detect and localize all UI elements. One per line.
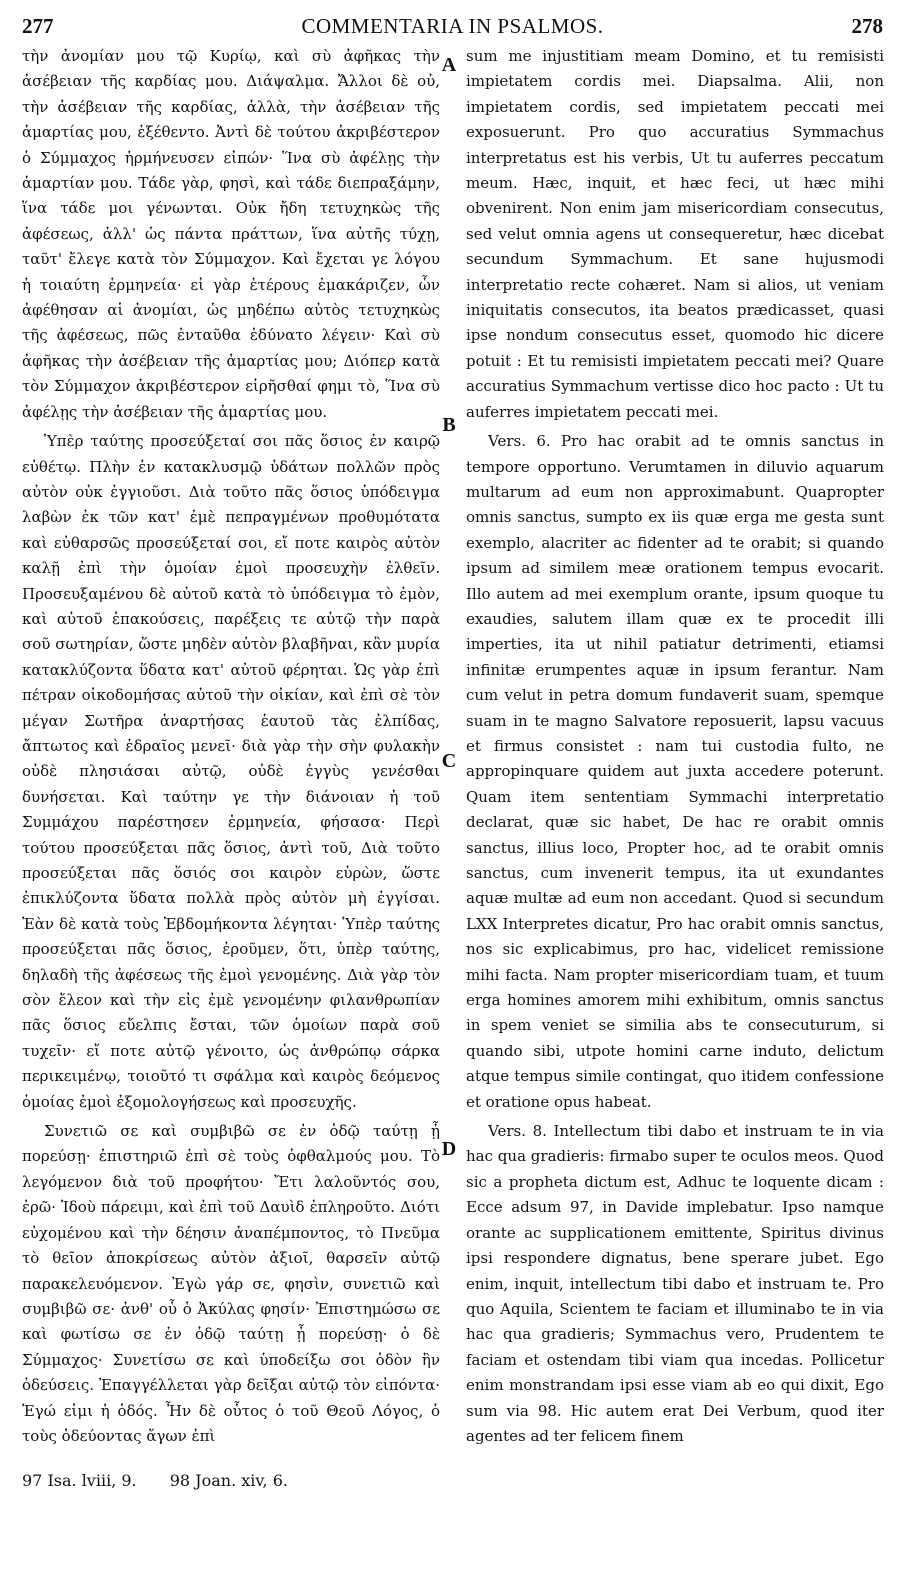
- greek-paragraph: Ὑπὲρ ταύτης προσεύξεταί σοι πᾶς ὅσιος ἐν καιρῷ εὐθέτῳ. Πλὴν ἐν κατακλυσμῷ ὑδάτων πολλῶν πρὸς αὐτὸν οὐκ ἐγγιοῦσι. Διὰ τοῦτο πᾶς ὅσιος ὑπόδειγμα λαβὼν ἐκ τῶν κατ' ἐμὲ πεπραγμένων προθυμότατα καὶ εὐθαρσῶς προσεύξεταί σοι, εἴ ποτε καιρὸς αὐτὸν καλῇ ἐπὶ τὴν ὁμοίαν ἐμοὶ προσευχὴν ἐλθεῖν. Προσευξαμένου δὲ αὐτοῦ κατὰ τὸ ὑπόδειγμα τὸ ἐμὸν, καὶ αὐτοῦ ἐπακούσεις, παρέξεις τε αὐτῷ τὴν παρὰ σοῦ σωτηρίαν, ὥστε μηδὲν αὐτὸν βλαβῆναι, κἂν μυρία κατακλύζοντα ὕδατα κατ' αὐτοῦ φέρηται. Ὡς γὰρ ἐπὶ πέτραν οἰκοδομήσας αὐτοῦ τὴν οἰκίαν, καὶ ἐπὶ σὲ τὸν μέγαν Σωτῆρα ἀναρτήσας ἑαυτοῦ τὰς ἐλπίδας, ἄπτωτος καὶ ἑδραῖος μενεῖ· διὰ γὰρ τὴν σὴν φυλακὴν οὐδὲ πλησιάσαι αὐτῷ, οὐδὲ ἐγγὺς γενέσθαι δυνήσεται. Καὶ ταύτην γε τὴν διάνοιαν ἡ τοῦ Συμμάχου παρέστησεν ἑρμηνεία, φήσασα· Περὶ τούτου προσεύξεται πᾶς ὅσιος, ἀντὶ τοῦ, Διὰ τοῦτο προσεύξεται πᾶς ὅσιός σοι καιρὸν εὑρὼν, ὥστε ἐπικλύζοντα ὕδατα πολλὰ πρὸς αὐτὸν μὴ ἐγγίσαι. Ἐὰν δὲ κατὰ τοὺς Ἑβδομήκοντα λέγηται· Ὑπὲρ ταύτης προσεύξεται πᾶς ὅσιος, ἐροῦμεν, ὅτι, ὑπὲρ ταύτης, δηλαδὴ τῆς ἀφέσεως τῆς ἐμοὶ γενομένης. Διὰ γὰρ τὸν σὸν ἔλεον καὶ τὴν εἰς ἐμὲ γενομένην φιλανθρωπίαν πᾶς ὅσιος εὔελπις ἔσται, τῶν ὁμοίων παρὰ σοῦ τυχεῖν· εἴ ποτε αὐτῷ γένοιτο, ὡς ἀνθρώπῳ σάρκα περικειμένῳ, τοιοῦτό τι σφάλμα καὶ καιρὸς δεόμενος ὁμοίας ἐμοὶ ἐξομολογήσεως καὶ προσευχῆς.: [22, 432, 440, 1111]
- greek-column: [22, 44, 440, 1456]
- page-number-right: 278: [851, 14, 883, 38]
- footnote-97: 97 Isa. lviii, 9.: [22, 1471, 137, 1490]
- margin-marker-a: A: [441, 54, 457, 76]
- latin-column: [466, 44, 884, 1456]
- footnote-98: 98 Joan. xiv, 6.: [169, 1471, 288, 1490]
- latin-paragraph: sum me injustitiam meam Domino, et tu remisisti impietatem cordis mei. Diapsalma. Alii, non impietatem cordis, sed impietatem peccati mei exposuerunt. Pro quo accuratius Symmachus interpretatus est his verbis, Ut tu auferres peccatum meum. Hæc, inquit, et hæc feci, ut hæc mihi obvenirent. Non enim jam misericordiam consecutus, sed velut omnia agens ut consequeretur, hæc dicebat secundum Symmachum. Et sane hujusmodi interpretatio recte cohæret. Nam si alios, ut veniam iniquitatis consecutos, ita beatos prædicasset, quasi ipse nondum consecutus esset, quomodo hic dicere potuit : Et tu remisisti impietatem peccati mei? Quare accuratius Symmachum vertisse dico hoc pacto : Ut tu auferres impietatem peccati mei.: [466, 47, 884, 421]
- greek-paragraph: τὴν ἀνομίαν μου τῷ Κυρίῳ, καὶ σὺ ἀφῆκας τὴν ἀσέβειαν τῆς καρδίας μου. Διάψαλμα. Ἄλλοι δὲ οὐ, τὴν ἀσέβειαν τῆς καρδίας, ἀλλὰ, τὴν ἀσέβειαν τῆς ἁμαρτίας μου, ἐξέθεντο. Ἀντὶ δὲ τούτου ἀκριβέστερον ὁ Σύμμαχος ἡρμήνευσεν εἰπών· Ἵνα σὺ ἀφέλῃς τὴν ἁμαρτίαν μου. Τάδε γὰρ, φησὶ, καὶ τάδε διεπραξάμην, ἵνα τάδε μοι γένωνται. Οὐκ ἤδη τετυχηκὼς τῆς ἀφέσεως, ἀλλ' ὡς πάντα πράττων, ἵνα αὐτῆς τύχῃ, ταῦτ' ἔλεγε κατὰ τὸν Σύμμαχον. Καὶ ἔχεται γε λόγου ἡ τοιαύτη ἑρμηνεία· εἰ γὰρ ἑτέρους ἐμακάριζεν, ὧν ἀφέθησαν αἱ ἀνομίαι, ὡς μηδέπω αὐτὸς τετυχηκὼς τῆς ἀφέσεως, πῶς ἐνταῦθα ἐδύνατο λέγειν· Καὶ σὺ ἀφῆκας τὴν ἀσέβειαν τῆς ἁμαρτίας μου; Διόπερ κατὰ τὸν Σύμμαχον ἀκριβέστερον εἰρῆσθαί φημι τὸ, Ἵνα σὺ ἀφέλῃς τὴν ἀσέβειαν τῆς ἁμαρτίας μου.: [22, 47, 440, 421]
- running-title: COMMENTARIA IN PSALMOS.: [301, 14, 604, 38]
- margin-marker-d: D: [441, 1138, 457, 1160]
- page-number-left: 277: [22, 14, 54, 38]
- margin-marker-b: B: [442, 414, 456, 436]
- footnotes: [22, 1470, 622, 1492]
- latin-paragraph-vers-6: Vers. 6. Pro hac orabit ad te omnis sanctus in tempore opportuno. Verumtamen in diluvio aquarum multarum ad eum non approximabunt. Quapropter omnis sanctus, sumpto ex iis quæ erga me gesta sunt exemplo, alacriter ac fidenter ad te orabit; si quando ipsum ad similem meæ orationem tempus evocarit. Illo autem ad mei exemplum orante, ipsum quoque tu exaudies, salutem illam quæ ex te procedit illi imperties, ita ut nihil patiatur detrimenti, etiamsi infinitæ erumpentes aquæ in ipsum ferantur. Nam cum velut in petra domum fundaverit suam, spemque suam in te magno Salvatore reposuerit, lapsu vacuus et firmus consistet : nam tui custodia fulto, ne appropinquare quidem aut juxta accedere poterunt. Quam item sententiam Symmachi interpretatio declarat, quæ sic habet, De hac re orabit omnis sanctus, illius loco, Propter hoc, ad te orabit omnis sanctus, cum invenerit tempus, ita ut exundantes aquæ multæ ad eum non accedant. Quod si secundum LXX Interpretes dicatur, Pro hac orabit omnis sanctus, nos sic explicabimus, pro hac, videlicet remissione mihi facta. Nam propter misericordiam tuam, et tuum erga homines amorem mihi exhibitum, omnis sanctus in spem veniet se similia abs te consecuturum, si quando sibi, utpote homini carne induto, delictum atque tempus simile contingat, quo itidem confessione et oratione opus habeat.: [466, 432, 884, 1111]
- latin-paragraph-vers-8: Vers. 8. Intellectum tibi dabo et instruam te in via hac qua gradieris: firmabo super te oculos meos. Quod sic a propheta dictum est, Adhuc te loquente dicam : Ecce adsum 97, in Davide implebatur. Ipso namque orante ac supplicationem emittente, Spiritus divinus ipsi respondere dignatus, bene sperare jubet. Ego enim, inquit, intellectum tibi dabo et instruam te. Pro quo Aquila, Scientem te faciam et illuminabo te in via hac qua gradieris; Symmachus vero, Prudentem te faciam et ostendam tibi viam qua incedas. Pollicetur enim monstrandam ipsi esse viam ab eo qui dixit, Ego sum via 98. Hic autem erat Dei Verbum, quod iter agentes ad ter felicem finem: [466, 1122, 884, 1445]
- page-header: [22, 14, 883, 44]
- greek-paragraph: Συνετιῶ σε καὶ συμβιβῶ σε ἐν ὁδῷ ταύτῃ ᾗ πορεύσῃ· ἐπιστηριῶ ἐπὶ σὲ τοὺς ὀφθαλμούς μου. Τὸ λεγόμενον διὰ τοῦ προφήτου· Ἔτι λαλοῦντός σου, ἐρῶ· Ἰδοὺ πάρειμι, καὶ ἐπὶ τοῦ Δαυὶδ ἐπληροῦτο. Διότι εὐχομένου καὶ τὴν δέησιν ἀναπέμποντος, τὸ Πνεῦμα τὸ θεῖον ἀποκρίσεως αὐτὸν ἀξιοῖ, θαρσεῖν αὐτῷ παρακελευόμενον. Ἐγὼ γάρ σε, φησὶν, συνετιῶ καὶ συμβιβῶ σε· ἀνθ' οὗ ὁ Ἀκύλας φησίν· Ἐπιστημώσω σε καὶ φωτίσω σε ἐν ὁδῷ ταύτῃ ᾗ πορεύσῃ· ὁ δὲ Σύμμαχος· Συνετίσω σε καὶ ὑποδείξω σοι ὁδὸν ἣν ὁδεύσεις. Ἐπαγγέλλεται γὰρ δεῖξαι αὐτῷ τὸν εἰπόντα· Ἐγώ εἰμι ἡ ὁδός. Ἦν δὲ οὗτος ὁ τοῦ Θεοῦ Λόγος, ὁ τοὺς ὁδεύοντας ἄγων ἐπὶ: [22, 1122, 440, 1445]
- margin-marker-c: C: [441, 750, 457, 772]
